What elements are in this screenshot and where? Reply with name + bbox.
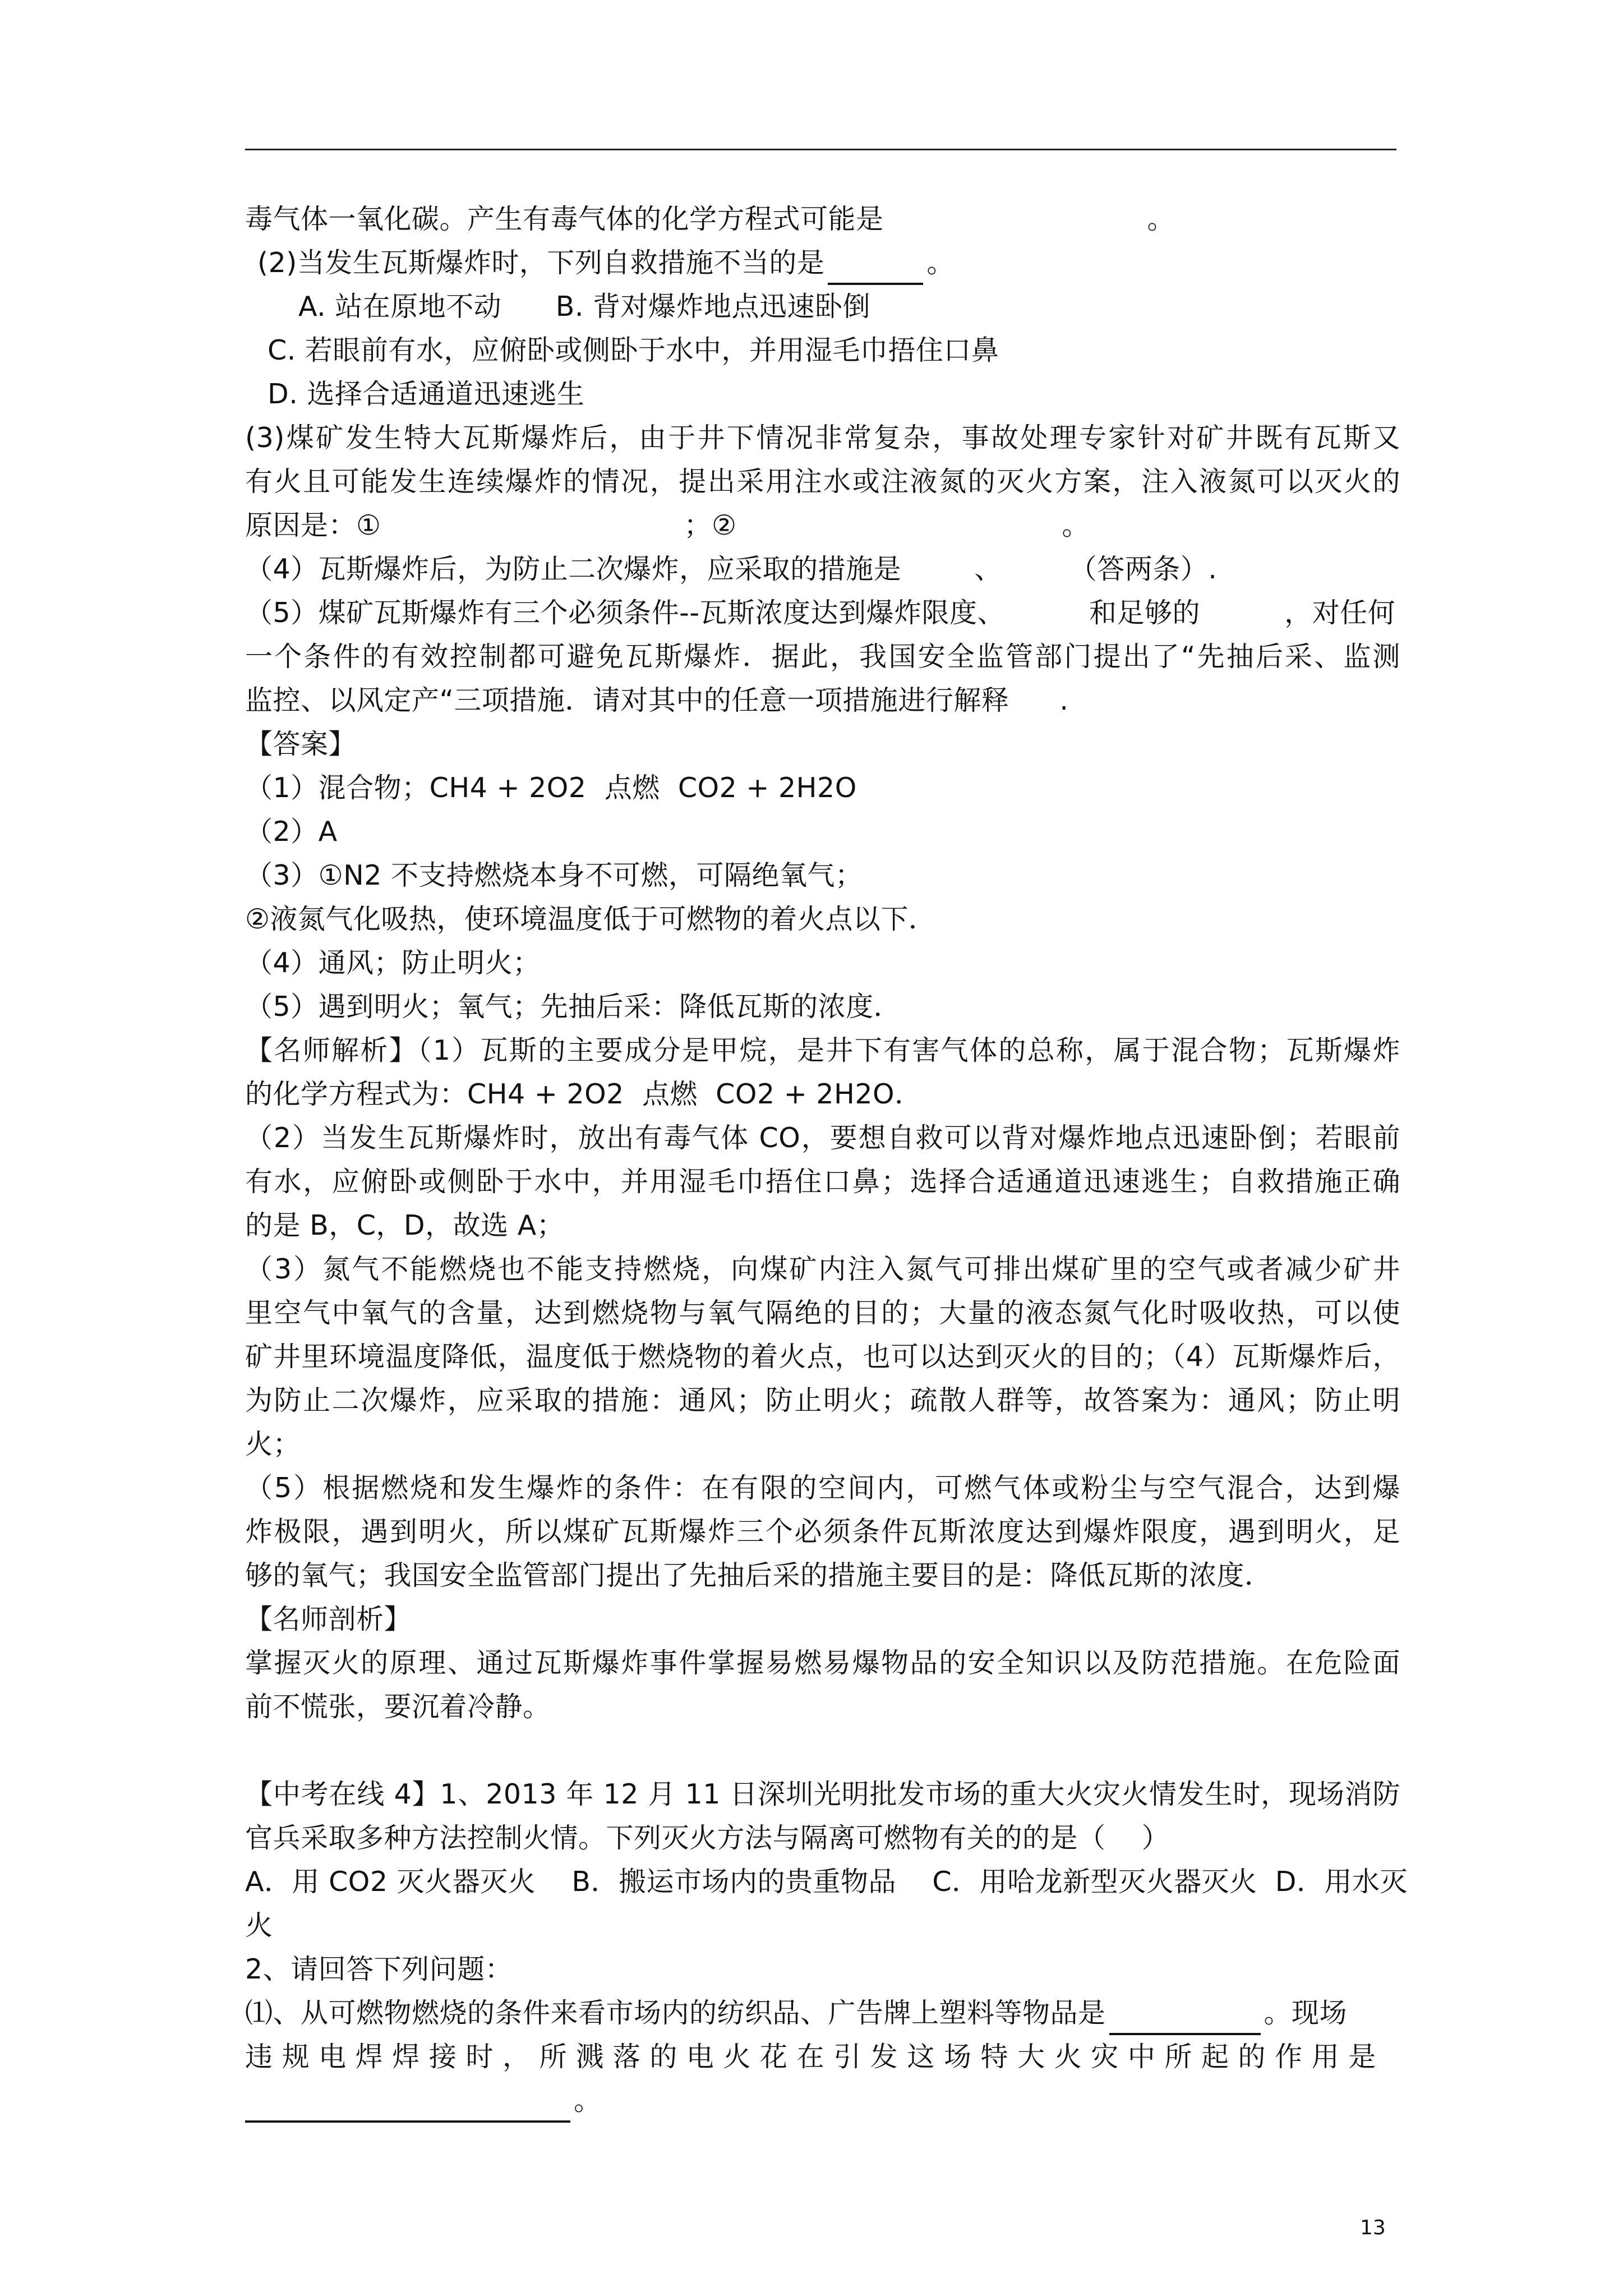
- review-line: 前不慌张，要沉着冷静。: [245, 1691, 551, 1723]
- answer-line: ②液氮气化吸热，使环境温度低于可燃物的着火点以下．: [245, 903, 937, 935]
- answer-blank: [245, 2088, 570, 2123]
- answer-heading: 【答案】: [245, 728, 357, 760]
- question-5: （5）煤矿瓦斯爆炸有三个必须条件--瓦斯浓度达到爆炸限度、 和足够的 ，对任何: [245, 597, 1396, 629]
- review-line: 掌握灭火的原理、通过瓦斯爆炸事件掌握易燃易爆物品的安全知识以及防范措施。在危险面: [245, 1647, 1400, 1679]
- answer-line: （1）混合物；CH4 + 2O2 点燃 CO2 + 2H2O: [245, 772, 857, 804]
- question-2-heading: 2、请回答下列问题：: [245, 1953, 513, 1985]
- analysis-line: 够的氧气；我国安全监管部门提出了先抽后采的措施主要目的是：降低瓦斯的浓度．: [245, 1559, 1272, 1591]
- analysis-line: 炸极限，遇到明火，所以煤矿瓦斯爆炸三个必须条件瓦斯浓度达到爆炸限度，遇到明火，足: [245, 1516, 1400, 1548]
- answer-line: （4）通风；防止明火；: [245, 947, 541, 979]
- question-3: (3)煤矿发生特大瓦斯爆炸后，由于井下情况非常复杂，事故处理专家针对矿井既有瓦斯又: [245, 422, 1400, 454]
- analysis-line: 为防止二次爆炸，应采取的措施：通风；防止明火；疏散人群等，故答案为：通风；防止明: [245, 1384, 1400, 1416]
- analysis-line: 矿井里环境温度降低，温度低于燃烧物的着火点，也可以达到灭火的目的；（4）瓦斯爆炸后，: [245, 1341, 1400, 1373]
- analysis-line: 的化学方程式为：CH4 + 2O2 点燃 CO2 + 2H2O．: [245, 1078, 923, 1110]
- question-line: ⑴、从可燃物燃烧的条件来看市场内的纺织品、广告牌上塑料等物品是 。现场: [245, 1991, 1400, 2035]
- text-line: 毒气体一氧化碳。产生有毒气体的化学方程式可能是 。: [245, 203, 1175, 235]
- review-heading: 【名师剖析】: [245, 1603, 412, 1635]
- analysis-line: （2）当发生瓦斯爆炸时，放出有毒气体 CO，要想自救可以背对爆炸地点迅速卧倒；若眼前: [245, 1122, 1400, 1154]
- question-line: 违 规 电 焊 焊 接 时 ， 所 溅 落 的 电 火 花 在 引 发 这 场 特 大 火 灾 中 所 起 的 作 用 是: [245, 2041, 1376, 2073]
- question-2: (2)当发生瓦斯爆炸时，下列自救措施不当的是 。: [245, 241, 1400, 285]
- analysis-line: 有水，应俯卧或侧卧于水中，并用湿毛巾捂住口鼻；选择合适通道迅速逃生；自救措施正确: [245, 1166, 1400, 1198]
- analysis-line: （3）氮气不能燃烧也不能支持燃烧，向煤矿内注入氮气可排出煤矿里的空气或者减少矿井: [245, 1253, 1400, 1285]
- text-line: 一个条件的有效控制都可避免瓦斯爆炸．据此，我国安全监管部门提出了“先抽后采、监测: [245, 641, 1400, 673]
- analysis-line: （5）根据燃烧和发生爆炸的条件：在有限的空间内，可燃气体或粉尘与空气混合，达到爆: [245, 1472, 1400, 1504]
- analysis-heading: 【名师解析】（1）瓦斯的主要成分是甲烷，是井下有害气体的总称，属于混合物；瓦斯爆炸: [245, 1034, 1400, 1066]
- question-line: 官兵采取多种方法控制火情。下列灭火方法与隔离可燃物有关的的是（ ）: [245, 1822, 1170, 1854]
- answer-line: （5）遇到明火；氧气；先抽后采：降低瓦斯的浓度．: [245, 991, 902, 1023]
- document-body: [245, 197, 1408, 2123]
- header-rule: [245, 149, 1396, 150]
- answer-line: （2）A: [245, 816, 338, 848]
- option-c: C. 若眼前有水，应俯卧或侧卧于水中，并用湿毛巾捂住口鼻: [268, 334, 999, 366]
- text-line: 原因是：① ；② 。: [245, 509, 1090, 541]
- text-line: 有火且可能发生连续爆炸的情况，提出采用注水或注液氮的灭火方案，注入液氮可以灭火的: [245, 466, 1400, 498]
- question-4: （4）瓦斯爆炸后，为防止二次爆炸，应采取的措施是 、 （答两条）.: [245, 553, 1218, 585]
- answer-line: （3）①N2 不支持燃烧本身不可燃，可隔绝氧气；: [245, 859, 863, 891]
- question-options: A．用 CO2 灭火器灭火 B．搬运市场内的贵重物品 C．用哈龙新型灭火器灭火 D．用水灭: [245, 1866, 1408, 1898]
- exam-question-heading: 【中考在线 4】1、2013 年 12 月 11 日深圳光明批发市场的重大火灾火情发生时，现场消防: [245, 1778, 1400, 1810]
- analysis-line: 火；: [245, 1428, 301, 1460]
- analysis-line: 的是 B，C，D，故选 A；: [245, 1209, 565, 1241]
- text-line: 监控、以风定产“三项措施．请对其中的任意一项措施进行解释 .: [245, 684, 1069, 716]
- answer-blank: [828, 250, 923, 285]
- option-line: A. 站在原地不动 B. 背对爆炸地点迅速卧倒: [298, 291, 871, 323]
- page-number: 13: [1360, 2216, 1386, 2239]
- option-d: D. 选择合适通道迅速逃生: [268, 378, 585, 410]
- paragraph-gap: [245, 1729, 1400, 1773]
- question-line: 火: [245, 1910, 273, 1941]
- answer-blank: [1109, 2000, 1261, 2035]
- question-line: 。: [245, 2079, 1400, 2123]
- analysis-line: 里空气中氧气的含量，达到燃烧物与氧气隔绝的目的；大量的液态氮气化时吸收热，可以使: [245, 1297, 1400, 1329]
